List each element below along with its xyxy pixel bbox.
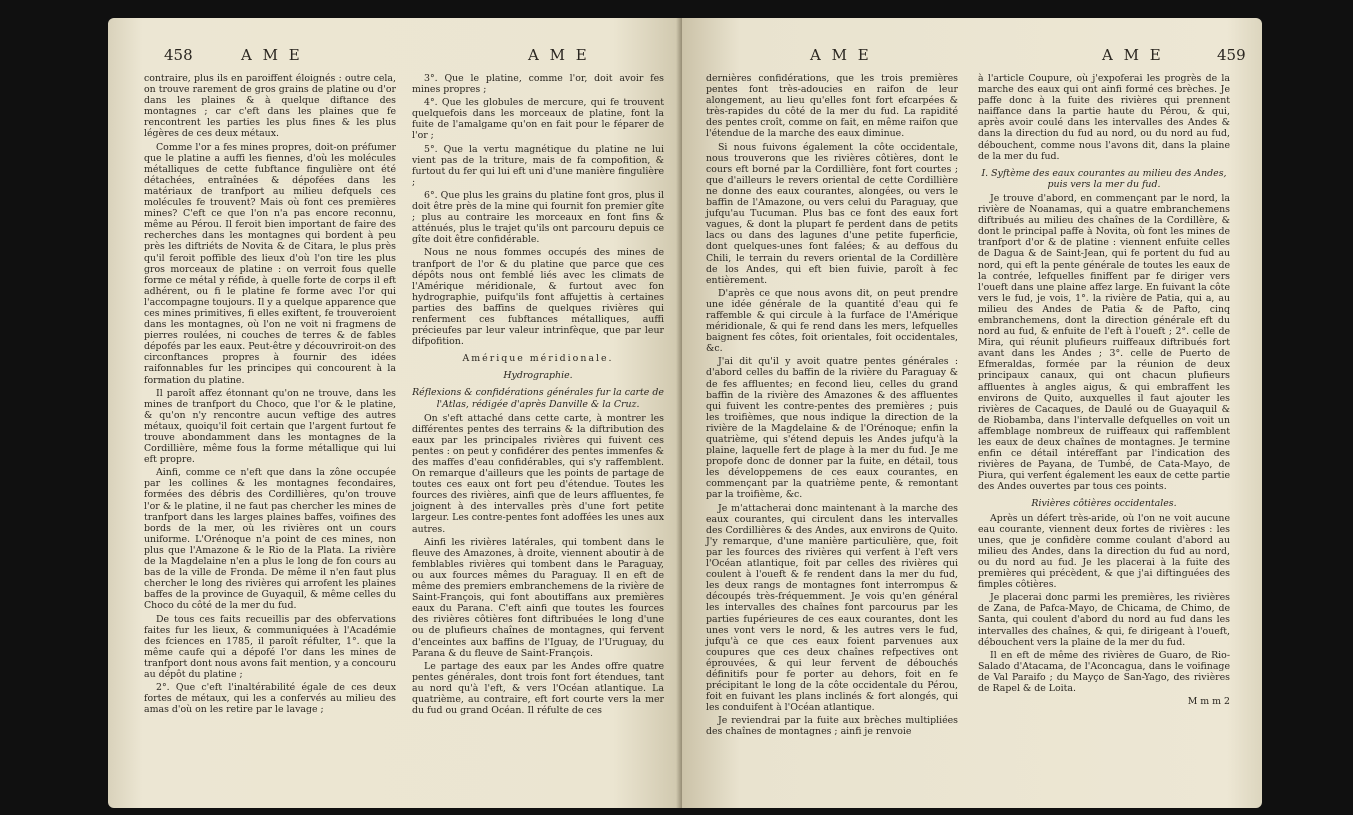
signature-mark: M m m 2 xyxy=(1187,696,1230,708)
right-running-head-2: A M E xyxy=(1102,46,1164,64)
paragraph: Ainfi, comme ce n'eft que dans la zône occupée par les collines & les montagnes fecondaires, formées des débris des Cordillières, qu'on trouve l'or & le platine, il ne faut pas chercher les mines de tranfport dans les larges plaines baffes, voifines des bords de la mer, où les rivières ont un cours uniforme. L'Orénoque n'a point de ces mines, non plus que l'Amazone & le Rio de la Plata. La rivière de la Magdelaine n'en a plus le long de fon cours au bas de la ville de Fronda. De même il n'en faut plus chercher le long des rivières qui arrofent les plaines baffes de la province de Guyaquil, & même celles du Choco du côté de la mer du fud. xyxy=(144,467,396,612)
paragraph: Si nous fuivons également la côte occidentale, nous trouverons que les rivières côtières, dont le cours eft borné par la Cordillière, font fort courtes ; que d'ailleurs le revers oriental de cette Cordillière ne donne des eaux courantes, alongées, ou vers le baffin de l'Amazone, ou vers celui du Paraguay, que jufqu'au Tucuman. Plus bas ce font des eaux fort vagues, & dont la plupart fe perdent dans de petits lacs ou dans des lagunes d'une petite fuperficie, dont quelques-unes font falées; & au deffous du Chili, le terrain du revers oriental de la Cordillère de los Andes, qui eft bien fuivie, paroît à fec entièrement. xyxy=(706,141,958,286)
section-subtitle: Hydrographie. xyxy=(503,370,573,382)
paragraph: Comme l'or a fes mines propres, doit-on préfumer que le platine a auffi les fiennes, d'où les molécules métalliques de cette fubftance fingulière ont été détachées, entraînées & dépofées dans les matériaux de tranfport au milieu defquels ces molécules fe trouvent? Mais où font ces premières mines? C'eft ce que l'on n'a pas encore reconnu, même au Pérou. Il feroit bien important de faire des recherches dans les montagnes qui bordent à peu près les diftriéts de Novita & de Citara, le plus près qu'il feroit poffible des lieux d'où l'on tire les plus gros morceaux de platine : on verroit fous quelle forme ce métal y réfide, à quelle forte de corps il eft adhérent, ou fi le platine fe forme avec l'or qui l'accompagne toujours. Il y a quelque apparence que ces mines primitives, fi elles exiftent, fe trouveroient dans les montagnes, où l'on ne voit ni fragmens de pierres roulées, ni couches de terres & de fables dépofés par les eaux. Peut-être y découvriroit-on des circonftances propres à fournir des idées raifonnables fur les principes qui concourent à la formation du platine. xyxy=(144,141,396,386)
paragraph: dernières confidérations, que les trois premières pentes font très-adoucies en raifon de leur alongement, au lieu qu'elles font fort efcarpées & très-rapides du côté de la mer du fud. La rapidité des pentes croît, comme on fait, en même raifon que l'étendue de la marche des eaux diminue. xyxy=(706,73,958,140)
right-page-number: 459 xyxy=(1217,46,1246,64)
paragraph: 5°. Que la vertu magnétique du platine ne lui vient pas de la triture, mais de fa compofition, & furtout du fer qui lui eft uni d'une manière fingulière ; xyxy=(412,143,664,188)
paragraph: Je m'attacherai donc maintenant à la marche des eaux courantes, qui circulent dans les intervalles des Cordillières & des Andes, aux environs de Quito. J'y remarque, d'une manière particulière, que, foit par les fources des rivières qui verfent à l'eft vers l'Océan atlantique, foit par celles des rivières qui coulent à l'oueft & fe rendent dans la mer du fud, les deux rangs de montagnes font interrompus & découpés très-fréquemment. Je vois qu'en général les intervalles des chaînes font parcourus par les parties fupérieures de ces eaux courantes, dont les unes vont vers le nord, & les autres vers le fud, jufqu'à ce que ces eaux foient parvenues aux coupures que ces deux chaînes refpectives ont éprouvées, & qui leur fervent de débouchés définitifs pour fe porter au dehors, foit en fe précipitant le long de la côte occidentale du Pérou, foit en fuivant les plans inclinés & fort alongés, qui les conduifent à l'Océan atlantique. xyxy=(706,502,958,714)
section-heading: I. Syftème des eaux courantes au milieu des Andes, puis vers la mer du fud. xyxy=(981,167,1227,190)
section-caption: Réflexions & confidérations générales fur la carte de l'Atlas, rédigée d'après Danville & la Cruz. xyxy=(412,387,664,410)
paragraph: contraire, plus ils en paroiffent éloignés : outre cela, on trouve rarement de gros grains de platine ou d'or dans les plaines & à quelque diftance des montagnes ; car c'eft dans les plaines que fe rencontrent les parties les plus fines & les plus légères de ces deux métaux. xyxy=(144,73,396,140)
right-column-1 xyxy=(706,73,958,740)
paragraph: Je reviendrai par la fuite aux brèches multipliées des chaînes de montagnes ; ainfi je renvoie xyxy=(706,715,958,738)
paragraph: 6°. Que plus les grains du platine font gros, plus il doit être près de la mine qui fournit fon premier gîte ; plus au contraire les morceaux en font fins & atténués, plus le trajet qu'ils ont parcouru depuis ce gîte doit être confidérable. xyxy=(412,189,664,246)
paragraph: Le partage des eaux par les Andes offre quatre pentes générales, dont trois font fort étendues, tant au nord qu'à l'eft, & vers l'Océan atlantique. La quatrième, au contraire, eft fort courte vers la mer du fud ou grand Océan. Il réfulte de ces xyxy=(412,660,664,717)
paragraph: J'ai dit qu'il y avoit quatre pentes générales : d'abord celles du baffin de la rivière du Paraguay & de fes affluentes; en fecond lieu, celles du grand baffin de la rivière des Amazones & des affluentes qui fuivent les contre-pentes des premières ; puis les troifièmes, que nous indique la direction de la rivière de la Magdelaine & de l'Orénoque; enfin la quatrième, qui s'étend depuis les Andes jufqu'à la plaine, laquelle fert de plage à la mer du fud. Je me propofe donc de donner par la fuite, en détail, tous les développemens de ces eaux courantes, en commençant par la quatrième pente, & remontant par la troifième, &c. xyxy=(706,356,958,501)
paragraph: Je placerai donc parmi les premières, les rivières de Zana, de Pafca-Mayo, de Chicama, de Chimo, de Santa, qui coulent d'abord du nord au fud dans les intervalles des chaînes, & qui, fe dirigeant à l'oueft, débouchent vers la plaine de la mer du fud. xyxy=(978,592,1230,648)
right-running-head-1: A M E xyxy=(810,46,872,64)
left-page-number: 458 xyxy=(164,46,193,64)
paragraph: Je trouve d'abord, en commençant par le nord, la rivière de Noanamas, qui a quatre embranchemens diftribués au milieu des chaînes de la Cordillère, & dont le principal paffe à Novita, où font les mines de tranfport d'or & de platine : viennent enfuite celles de Dagua & de Saint-Jean, qui fe portent du fud au nord, qui eft la pente générale de toutes les eaux de la contrée, lefquelles finiffent par fe diriger vers l'oueft dans une plaine affez large. En fuivant la côte vers le fud, je vois, 1°. la rivière de Patia, qui a, au milieu des Andes de Patia & de Pafto, cinq embranchemens, dont la direction générale eft du nord au fud, & enfuite de l'eft à l'oueft ; 2°. celle de Mira, qui réunit plufieurs ruiffeaux diftribués fort avant dans les Andes ; 3°. celle de Puerto de Efmeraldas, formée par la réunion de deux principaux canaux, qui ont chacun plufieurs affluentes à angles aigus, & qui embraffent les environs de Quito, auxquelles il faut ajouter les rivières de Cacaques, de Daulé ou de Guayaquil & de Riobamba, dans l'intervalle defquelles on voit un affemblage nombreux de ruiffeaux qui raffemblent les eaux de deux chaînes de montagnes. Je termine enfin ce détail intéreffant par l'indication des rivières de Payana, de Tumbé, de Cata-Mayo, de Piura, qui verfent également les eaux de cette partie des Andes ouvertes par tous ces points. xyxy=(978,192,1230,493)
paragraph: 2°. Que c'eft l'inaltérabilité égale de ces deux fortes de métaux, qui les a confervés au milieu des amas d'où on les retire par le lavage ; xyxy=(144,682,396,716)
paragraph: Après un défert très-aride, où l'on ne voit aucune eau courante, viennent deux fortes de rivières : les unes, que je confidère comme coulant d'abord au milieu des Andes, dans la direction du fud au nord, ou du nord au fud. Je les placerai à la fuite des premières qui précèdent, & que j'ai diftinguées des fimples côtières. xyxy=(978,512,1230,591)
subsection-heading: Rivières côtières occidentales. xyxy=(1031,498,1177,510)
paragraph: De tous ces faits recueillis par des obfervations faites fur les lieux, & communiquées à l'Académie des fciences en 1785, il paroît réfulter, 1°. que la même caufe qui a dépofé l'or dans les mines de tranfport dont nous avons fait mention, y a concouru au dépôt du platine ; xyxy=(144,613,396,680)
section-title: Amérique méridionale. xyxy=(462,353,614,365)
right-column-2 xyxy=(978,73,1230,707)
left-column-1 xyxy=(144,73,396,717)
paragraph: Il paroît affez étonnant qu'on ne trouve, dans les mines de tranfport du Choco, que l'or & le platine, & qu'on n'y rencontre aucun veftige des autres métaux, quoiqu'il foit certain que l'argent furtout fe trouve abondamment dans les montagnes de la Cordillière, même fous la forme métallique qui lui eft propre. xyxy=(144,387,396,466)
paragraph: Il en eft de même des rivières de Guaro, de Rio-Salado d'Atacama, de l'Aconcagua, dans le voifinage de Val Paraifo ; du Mayço de San-Yago, des rivières de Rapel & de Loita. xyxy=(978,649,1230,694)
left-page xyxy=(108,18,682,808)
paragraph: Ainfi les rivières latérales, qui tombent dans le fleuve des Amazones, à droite, viennent aboutir à de femblables rivières qui tombent dans le Paraguay, ou aux fources mêmes du Paraguay. Il en eft de même des premiers embranchemens de la rivière de Saint-François, qui font aboutiffans aux premières eaux du Parana. C'eft ainfi que toutes les fources des rivières côtières font diftribuées le long d'une ou de plufieurs chaînes de montagnes, qui fervent d'enceintes aux baffins de l'Iguay, de l'Uruguay, du Parana & du fleuve de Saint-François. xyxy=(412,536,664,659)
paragraph: D'après ce que nous avons dit, on peut prendre une idée générale de la quantité d'eau qui fe raffemble & qui circule à la furface de l'Amérique méridionale, & qui fe rend dans les mers, lefquelles baignent fes côtes, foit orientales, foit occidentales, &c. xyxy=(706,287,958,355)
paragraph: à l'article Coupure, où j'expoferai les progrès de la marche des eaux qui ont ainfi formé ces brèches. Je paffe donc à la fuite des rivières qui prennent naiffance dans la partie haute du Pérou, & qui, après avoir coulé dans les intervalles des Andes & dans la direction du fud au nord, ou du nord au fud, débouchent, comme nous l'avons dit, dans la plaine de la mer du fud. xyxy=(978,73,1230,162)
left-running-head-1: A M E xyxy=(241,46,303,64)
paragraph: On s'eft attaché dans cette carte, à montrer les différentes pentes des terrains & la diftribution des eaux par les principales rivières qui fuivent ces pentes : on peut y confidérer des pentes immenfes & des maffes d'eau confidérables, qui s'y raffemblent. On remarque d'ailleurs que les points de partage de toutes ces eaux ont fort peu d'étendue. Toutes les fources des rivières, ainfi que de leurs affluentes, fe joignent à des intervalles près d'une fort petite largeur. Les contre-pentes font adoffées les unes aux autres. xyxy=(412,412,664,535)
paragraph: 4°. Que les globules de mercure, qui fe trouvent quelquefois dans les morceaux de platine, font la fuite de l'amalgame qu'on en fait pour le féparer de l'or ; xyxy=(412,97,664,142)
right-page xyxy=(682,18,1262,808)
paragraph: Nous ne nous fommes occupés des mines de tranfport de l'or & du platine que parce que ces dépôts nous ont femblé liés avec les climats de l'Amérique méridionale, & furtout avec fon hydrographie, puifqu'ils font affujettis à certaines parties des baffins de quelques rivières qui renferment ces fubftances métalliques, auffi précieufes par leur valeur intrinfèque, que par leur difpofition. xyxy=(412,247,664,348)
left-running-head-2: A M E xyxy=(528,46,590,64)
left-column-2 xyxy=(412,73,664,718)
paragraph: 3°. Que le platine, comme l'or, doit avoir fes mines propres ; xyxy=(412,73,664,96)
